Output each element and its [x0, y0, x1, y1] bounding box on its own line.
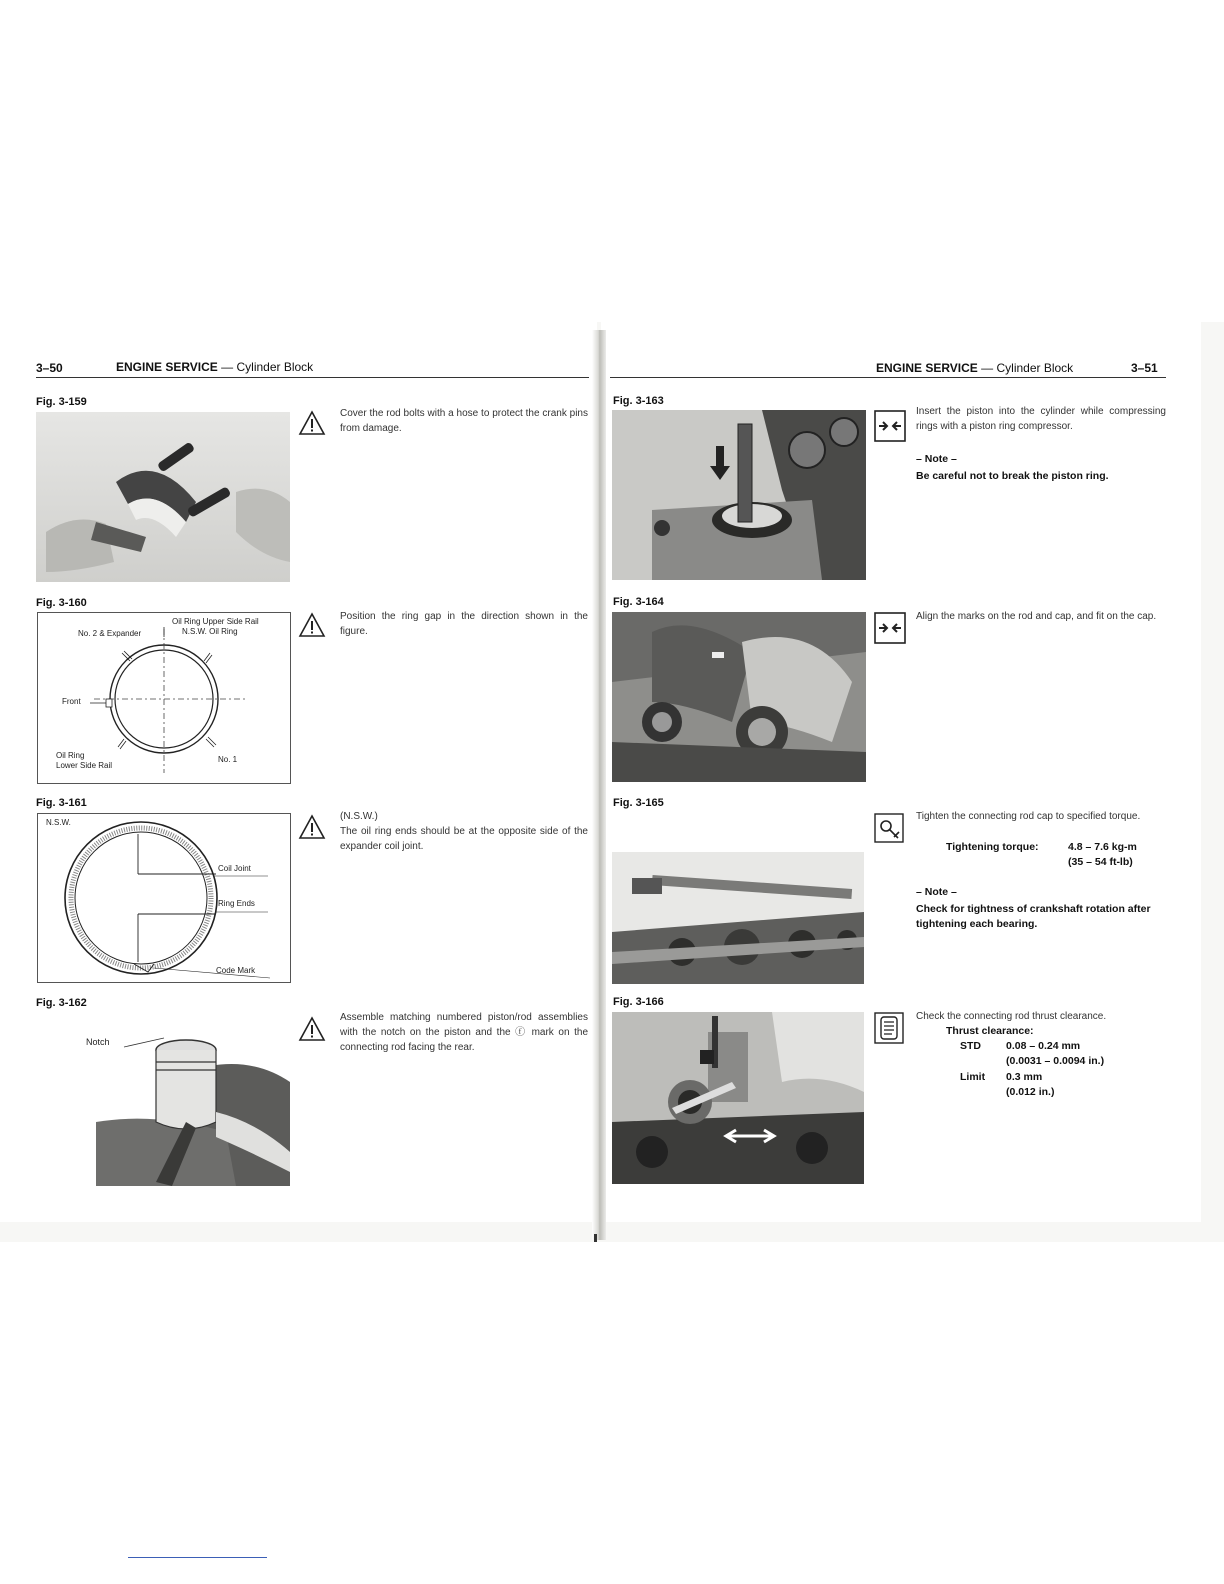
diagram-label: No. 2 & Expander [78, 629, 142, 638]
right-section-subtitle: — Cylinder Block [981, 361, 1074, 375]
diagram-label: No. 1 [218, 755, 238, 764]
torque-value-alt: (35 – 54 ft-lb) [1068, 856, 1133, 868]
figure-label: Fig. 3-162 [36, 997, 87, 1009]
book-gutter [592, 330, 606, 1240]
thrust-clearance-title: Thrust clearance: [946, 1025, 1034, 1037]
rod-cap-photo [612, 612, 866, 782]
diagram-label: N.S.W. Oil Ring [182, 627, 238, 636]
figure-label: Fig. 3-164 [613, 596, 664, 608]
torque-wrench-icon [874, 813, 904, 843]
instruction-text: Insert the piston into the cylinder while compressing rings with a piston ring compressor. [916, 406, 1166, 432]
instruction-text: Check the connecting rod thrust clearance. [916, 1011, 1107, 1022]
caution-triangle-icon [298, 814, 326, 840]
right-section-header [876, 361, 1073, 375]
figure-label: Fig. 3-166 [613, 996, 664, 1008]
right-header-rule [610, 377, 1166, 378]
std-value-alt: (0.0031 – 0.0094 in.) [1006, 1055, 1105, 1067]
limit-value: 0.3 mm [1006, 1071, 1043, 1083]
note-text: Check for tightness of crankshaft rotation after tightening each bearing. [916, 903, 1151, 930]
thrust-clearance-photo [612, 1012, 864, 1184]
instruction-text: Cover the rod bolts with a hose to protect the crank pins from damage. [340, 408, 588, 434]
diagram-label: Lower Side Rail [56, 761, 113, 770]
rod-bolt-hose-photo [36, 412, 290, 582]
diagram-label: Code Mark [216, 966, 256, 975]
figure-label: Fig. 3-165 [613, 797, 664, 809]
diagram-label: Ring Ends [218, 899, 255, 908]
right-section-title: ENGINE SERVICE [876, 361, 978, 375]
figure-label: Fig. 3-159 [36, 396, 87, 408]
torque-rod-cap-photo [612, 852, 864, 984]
caution-triangle-icon [298, 1016, 326, 1042]
oil-ring-diagram [37, 813, 291, 983]
left-section-subtitle: — Cylinder Block [221, 360, 314, 374]
feeler-gauge-icon [874, 1012, 904, 1044]
instruction-text-label: (N.S.W.) [340, 811, 378, 822]
instruction-text: Assemble matching numbered piston/rod assemblies with the notch on the piston and the ⓕ mark on the connecting rod facing the rear. [340, 1012, 588, 1053]
figure-label: Fig. 3-163 [613, 395, 664, 407]
instruction-text: Tighten the connecting rod cap to specified torque. [916, 811, 1141, 822]
note-title: – Note – [916, 453, 957, 465]
left-header-rule [36, 377, 589, 378]
install-arrows-icon [874, 612, 906, 644]
instruction-text: Align the marks on the rod and cap, and fit on the cap. [916, 611, 1157, 622]
note-title: – Note – [916, 886, 957, 898]
diagram-label: Front [62, 697, 81, 706]
left-section-header [116, 360, 313, 374]
diagram-label: Oil Ring [56, 751, 85, 760]
figure-label: Fig. 3-161 [36, 797, 87, 809]
torque-value: 4.8 – 7.6 kg-m [1068, 841, 1137, 853]
torque-label: Tightening torque: [946, 841, 1039, 853]
install-arrows-icon [874, 410, 906, 442]
piston-insert-photo [612, 410, 866, 580]
caution-triangle-icon [298, 410, 326, 436]
note-text: Be careful not to break the piston ring. [916, 470, 1109, 482]
instruction-text: The oil ring ends should be at the opposite side of the expander coil joint. [340, 826, 588, 852]
std-value: 0.08 – 0.24 mm [1006, 1040, 1081, 1052]
left-page-number: 3–50 [36, 361, 63, 375]
limit-value-alt: (0.012 in.) [1006, 1086, 1055, 1098]
left-section-title: ENGINE SERVICE [116, 360, 218, 374]
diagram-label: N.S.W. [46, 818, 71, 827]
diagram-label: Oil Ring Upper Side Rail [172, 617, 259, 626]
right-page-number: 3–51 [1131, 361, 1158, 375]
photo-label: Notch [86, 1037, 110, 1047]
diagram-label: Coil Joint [218, 864, 251, 873]
piston-notch-photo [36, 1012, 290, 1186]
limit-label: Limit [960, 1071, 986, 1083]
instruction-text: Position the ring gap in the direction shown in the figure. [340, 611, 588, 637]
gutter-mark [594, 1234, 597, 1242]
footer-rule [128, 1557, 267, 1558]
std-label: STD [960, 1040, 981, 1052]
caution-triangle-icon [298, 612, 326, 638]
figure-label: Fig. 3-160 [36, 597, 87, 609]
